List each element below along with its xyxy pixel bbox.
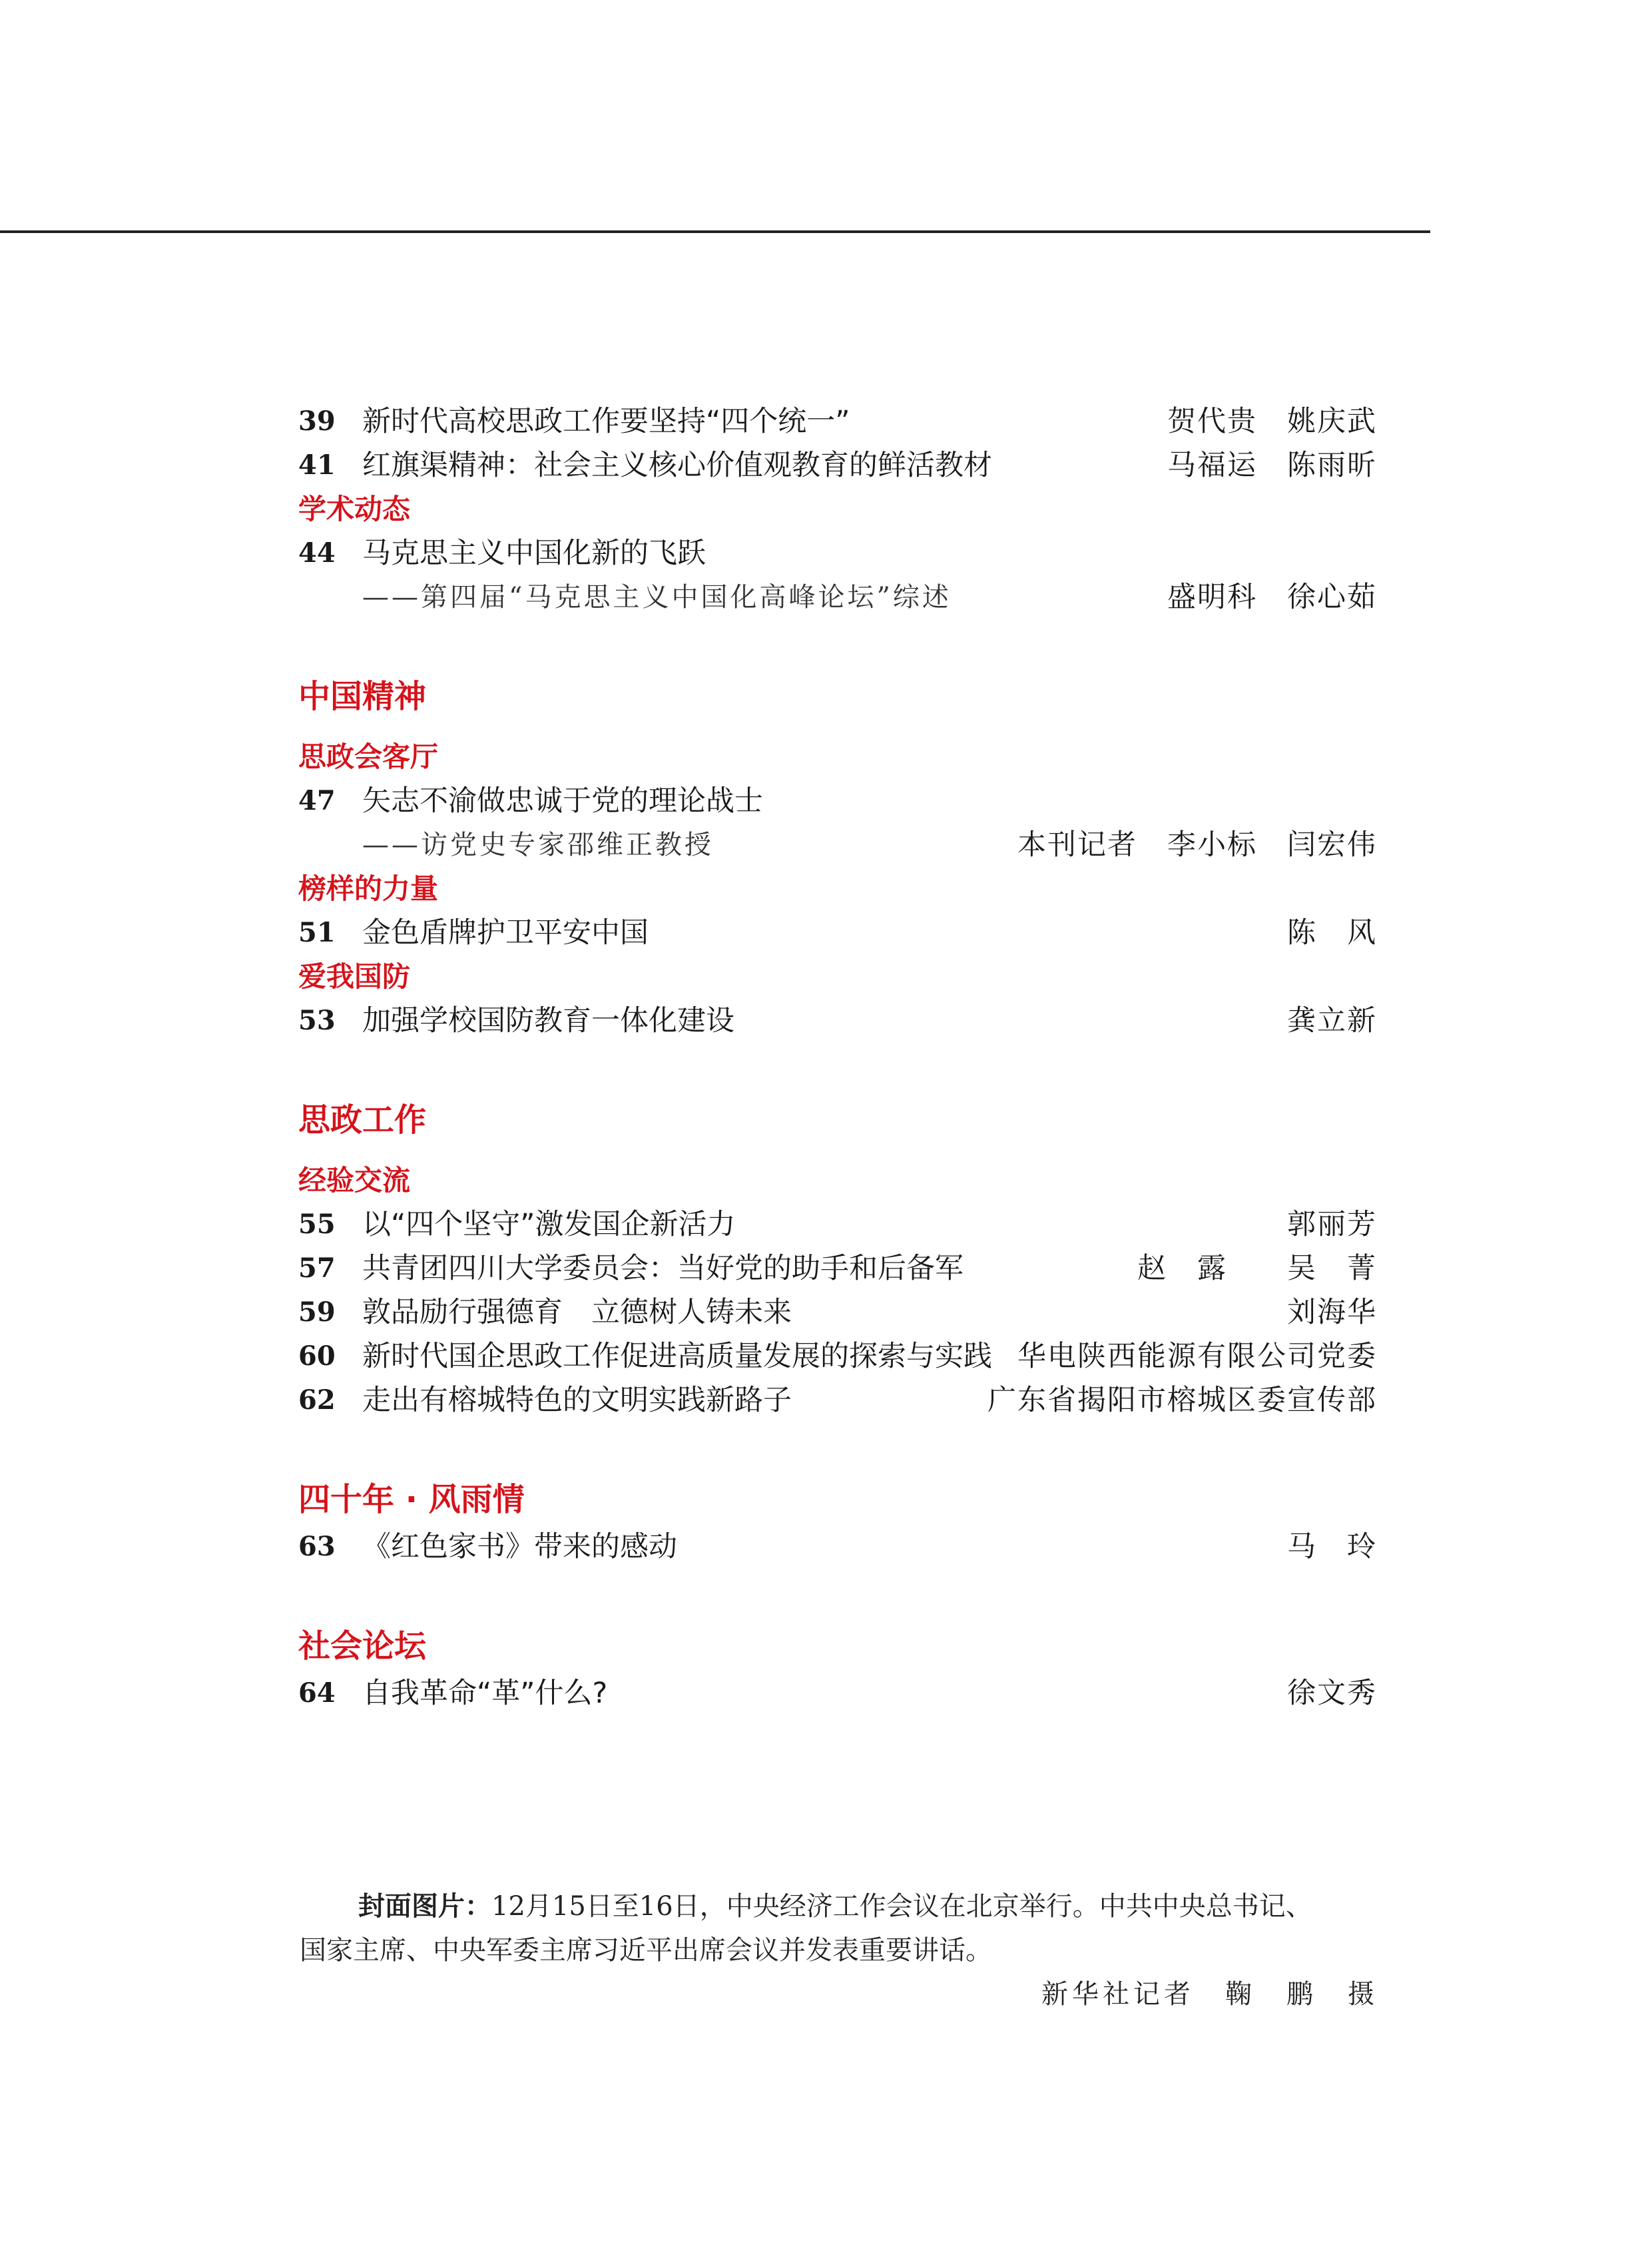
article-author: 龚立新: [1287, 1004, 1377, 1037]
article-title: 共青团四川大学委员会：当好党的助手和后备军: [362, 1252, 964, 1285]
article-title: 新时代国企思政工作促进高质量发展的探索与实践: [362, 1340, 992, 1373]
caption-text-1: 12月15日至16日，中央经济工作会议在北京举行。中共中央总书记、: [491, 1891, 1312, 1922]
page-number: 62: [298, 1384, 336, 1416]
article-title: 红旗渠精神：社会主义核心价值观教育的鲜活教材: [362, 449, 992, 482]
toc-entry-62[interactable]: [298, 1378, 1377, 1422]
page-number: 39: [298, 406, 336, 437]
article-title: 走出有榕城特色的文明实践新路子: [362, 1384, 792, 1417]
toc-entry-60[interactable]: [298, 1334, 1377, 1378]
toc-entry-47-subtitle: [298, 823, 1377, 867]
article-author: 郭丽芳: [1287, 1208, 1377, 1241]
article-title: 新时代高校思政工作要坚持“四个统一”: [362, 405, 850, 438]
article-title: 加强学校国防教育一体化建设: [362, 1004, 734, 1037]
toc-entry-51[interactable]: [298, 911, 1377, 955]
photo-credit: 新华社记者 鞠 鹏 摄: [1041, 1979, 1378, 2010]
toc-entry-63[interactable]: [298, 1525, 1377, 1569]
page-number: 51: [298, 917, 336, 948]
section-sizheng-gongzuo: 思政工作: [298, 1101, 427, 1139]
section-zhongguo-jingshen: 中国精神: [298, 678, 427, 715]
article-subtitle: ——访党史专家邵维正教授: [362, 830, 714, 860]
article-subtitle: ——第四届“马克思主义中国化高峰论坛”综述: [362, 582, 952, 613]
article-title: 金色盾牌护卫平安中国: [362, 916, 649, 950]
toc-entry-53[interactable]: [298, 999, 1377, 1043]
table-of-contents: [298, 400, 1377, 1715]
article-author: 马福运 陈雨昕: [1167, 449, 1377, 482]
page-number: 41: [298, 449, 336, 481]
toc-entry-39[interactable]: [298, 400, 1377, 443]
article-author: 马 玲: [1287, 1530, 1377, 1563]
article-title: 矢志不渝做忠诚于党的理论战士: [362, 784, 763, 818]
page-number: 44: [298, 537, 336, 569]
toc-entry-57[interactable]: [298, 1247, 1377, 1290]
article-title: 敦品励行强德育 立德树人铸未来: [362, 1296, 792, 1329]
article-author: 盛明科 徐心茹: [1167, 581, 1377, 614]
page-number: 53: [298, 1005, 336, 1036]
toc-entry-64[interactable]: [298, 1671, 1377, 1715]
article-author: 本刊记者 李小标 闫宏伟: [1017, 828, 1377, 862]
page-number: 60: [298, 1340, 336, 1372]
article-author: 徐文秀: [1287, 1677, 1377, 1710]
top-rule: [0, 230, 1430, 233]
section-xueshu-dongtai: 学术动态: [298, 493, 411, 525]
article-author: 赵 露 吴 菁: [1137, 1252, 1377, 1285]
article-title: 《红色家书》带来的感动: [362, 1530, 677, 1563]
page-number: 57: [298, 1253, 336, 1284]
section-shehui-luntan: 社会论坛: [298, 1627, 427, 1665]
article-title: 以“四个坚守”激发国企新活力: [362, 1208, 736, 1241]
section-aiwo-guofang: 爱我国防: [298, 960, 411, 993]
toc-entry-44[interactable]: [298, 531, 1377, 575]
article-author: 刘海华: [1287, 1296, 1377, 1329]
caption-label: 封面图片：: [358, 1891, 491, 1922]
section-sizheng-keting: 思政会客厅: [298, 740, 439, 773]
page-number: 55: [298, 1209, 336, 1240]
page-number: 64: [298, 1677, 336, 1709]
section-sishinian-fengyuqing: 四十年 · 风雨情: [298, 1481, 525, 1518]
article-title: 马克思主义中国化新的飞跃: [362, 537, 706, 570]
article-author: 广东省揭阳市榕城区委宣传部: [987, 1384, 1377, 1417]
page-number: 47: [298, 785, 336, 816]
toc-entry-41[interactable]: [298, 443, 1377, 487]
toc-entry-59[interactable]: [298, 1290, 1377, 1334]
section-jingyan-jiaoliu: 经验交流: [298, 1164, 411, 1197]
toc-entry-55[interactable]: [298, 1203, 1377, 1247]
caption-line-1: [300, 1884, 1378, 1928]
toc-entry-44-subtitle: [298, 575, 1377, 619]
page-number: 63: [298, 1531, 336, 1562]
page-number: 59: [298, 1296, 336, 1328]
article-author: 陈 风: [1287, 916, 1377, 950]
section-bangyang-de-liliang: 榜样的力量: [298, 872, 439, 905]
article-author: 贺代贵 姚庆武: [1167, 405, 1377, 438]
toc-entry-47[interactable]: [298, 779, 1377, 823]
article-title: 自我革命“革”什么?: [362, 1677, 608, 1710]
article-author: 华电陕西能源有限公司党委: [1017, 1340, 1377, 1373]
caption-line-2: 国家主席、中央军委主席习近平出席会议并发表重要讲话。: [300, 1935, 992, 1966]
cover-caption: [300, 1884, 1378, 2016]
